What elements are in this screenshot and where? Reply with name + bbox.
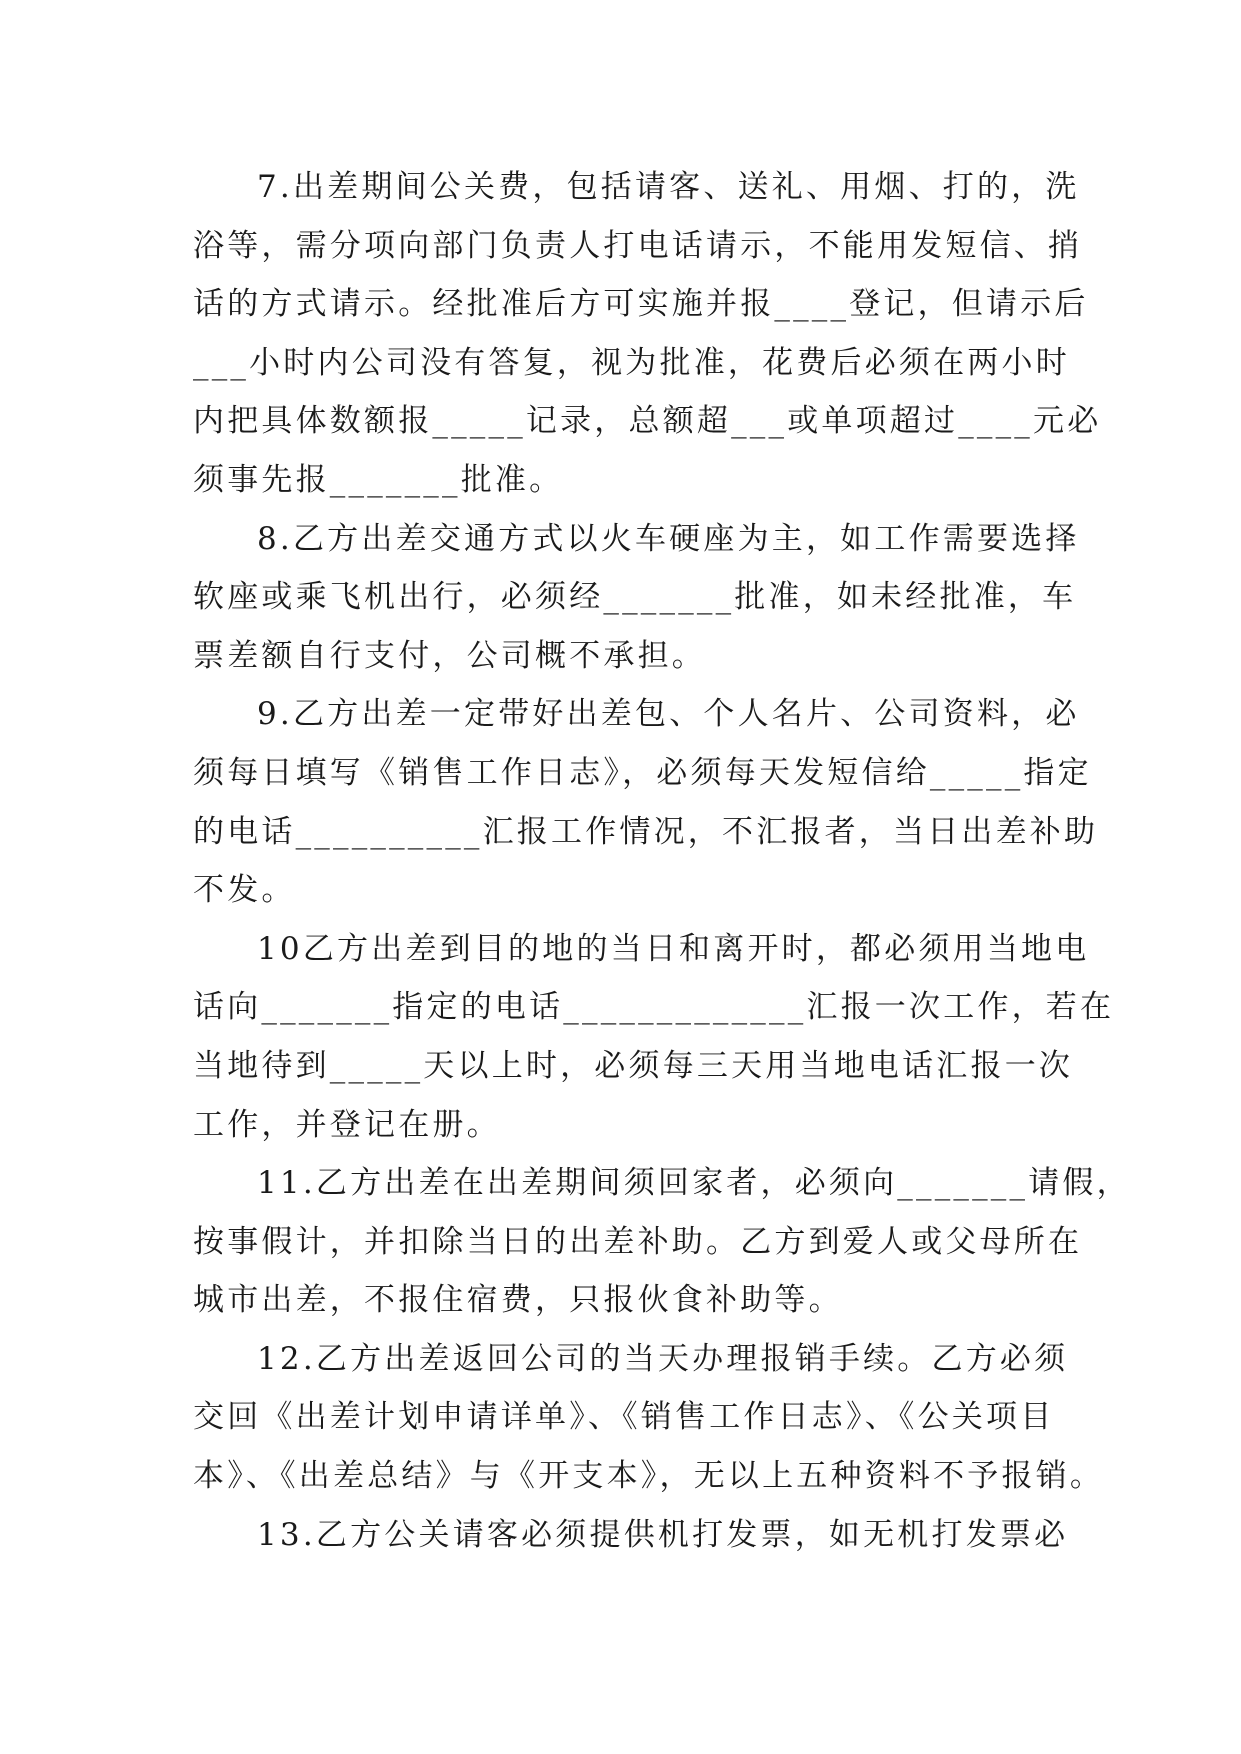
paragraph-7-line-6: 须事先报_______批准。 [193, 461, 564, 498]
paragraph-7-line-4: ___小时内公司没有答复，视为批准，花费后必须在两小时 [193, 344, 1070, 381]
paragraph-9-line-3: 的电话__________汇报工作情况，不汇报者，当日出差补助 [193, 813, 1099, 850]
paragraph-13-line-1: 13.乙方公关请客必须提供机打发票，如无机打发票必 [257, 1516, 1069, 1553]
paragraph-10-line-3: 当地待到_____天以上时，必须每三天用当地电话汇报一次 [193, 1047, 1074, 1084]
paragraph-12-line-1: 12.乙方出差返回公司的当天办理报销手续。乙方必须 [257, 1340, 1069, 1377]
paragraph-11-line-3: 城市出差，不报住宿费，只报伙食补助等。 [193, 1282, 843, 1319]
paragraph-8-line-1: 8.乙方出差交通方式以火车硬座为主，如工作需要选择 [257, 520, 1080, 557]
paragraph-7-line-2: 浴等，需分项向部门负责人打电话请示，不能用发短信、捎 [193, 227, 1083, 264]
paragraph-10-line-1: 10乙方出差到目的地的当日和离开时，都必须用当地电 [257, 930, 1090, 967]
paragraph-7-line-5: 内把具体数额报_____记录，总额超___或单项超过____元必 [193, 403, 1102, 440]
paragraph-10-line-2: 话向_______指定的电话_____________汇报一次工作，若在 [193, 989, 1115, 1026]
paragraph-9-line-2: 须每日填写《销售工作日志》，必须每天发短信给_____指定 [193, 754, 1092, 791]
paragraph-10-line-4: 工作，并登记在册。 [193, 1106, 501, 1143]
paragraph-11-line-1: 11.乙方出差在出差期间须回家者，必须向_______请假， [257, 1165, 1131, 1202]
paragraph-12-line-2: 交回《出差计划申请详单》、《销售工作日志》、《公关项目 [193, 1399, 1055, 1436]
document-body [193, 158, 1131, 1564]
paragraph-8-line-3: 票差额自行支付，公司概不承担。 [193, 637, 706, 674]
paragraph-7-line-1: 7.出差期间公关费，包括请客、送礼、用烟、打的，洗 [257, 169, 1080, 205]
paragraph-8-line-2: 软座或乘飞机出行，必须经_______批准，如未经批准，车 [193, 579, 1077, 616]
paragraph-7-line-3: 话的方式请示。经批准后方可实施并报____登记，但请示后 [193, 286, 1089, 323]
paragraph-9-line-4: 不发。 [193, 872, 296, 909]
paragraph-9-line-1: 9.乙方出差一定带好出差包、个人名片、公司资料，必 [257, 696, 1080, 733]
paragraph-12-line-3: 本》、《出差总结》与《开支本》，无以上五种资料不予报销。 [193, 1458, 1105, 1495]
paragraph-11-line-2: 按事假计，并扣除当日的出差补助。乙方到爱人或父母所在 [193, 1223, 1083, 1260]
